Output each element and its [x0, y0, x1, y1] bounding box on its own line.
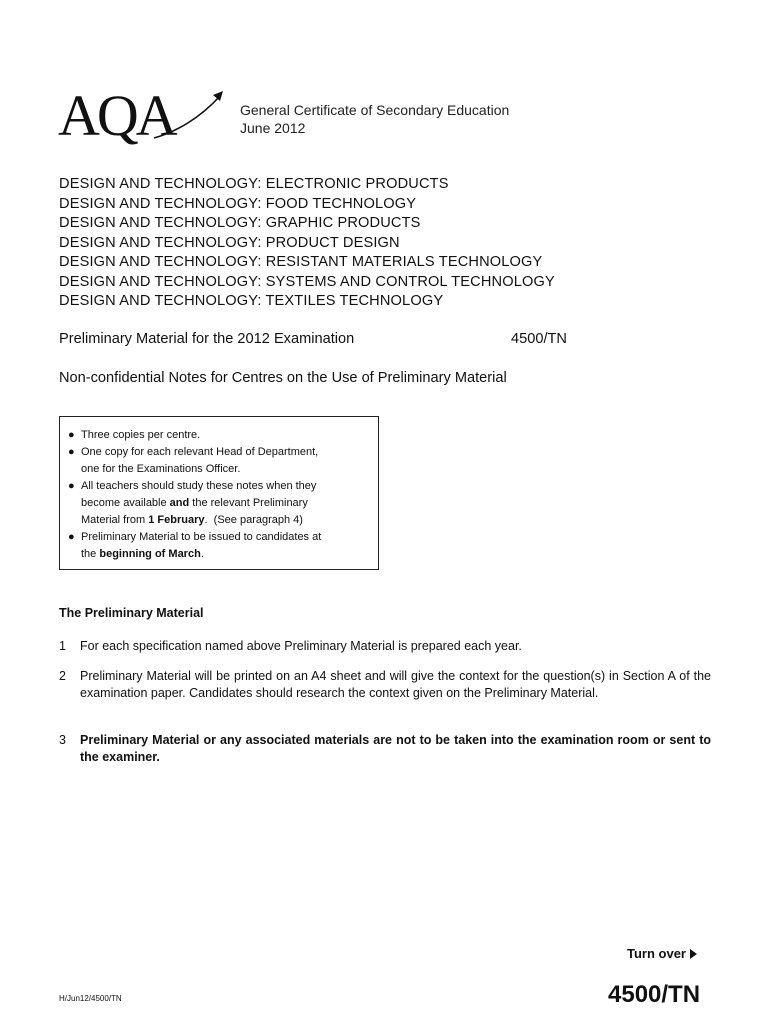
aqa-logo	[58, 83, 228, 148]
subject-title: DESIGN AND TECHNOLOGY: RESISTANT MATERIALS TECHNOLOGY	[59, 254, 543, 270]
subject-title: DESIGN AND TECHNOLOGY: GRAPHIC PRODUCTS	[59, 215, 421, 231]
list-item: ● Three copies per centre.	[81, 427, 368, 444]
paragraph-number: 2	[59, 669, 66, 683]
aqa-swoosh-arrow-icon	[150, 88, 230, 144]
paragraph	[59, 732, 711, 765]
turn-over-label: Turn over	[627, 946, 686, 961]
footer-reference: H/Jun12/4500/TN	[59, 994, 122, 1003]
bullet-icon: ●	[68, 429, 75, 441]
subject-title: DESIGN AND TECHNOLOGY: FOOD TECHNOLOGY	[59, 195, 417, 212]
paragraph-text: For each specification named above Preliminary Material is prepared each year.	[80, 639, 522, 653]
paragraph-number: 1	[59, 639, 66, 653]
preliminary-material-title: Preliminary Material for the 2012 Examination	[59, 331, 355, 347]
paragraph	[59, 638, 711, 655]
arrow-right-icon	[690, 949, 697, 959]
subject-title: DESIGN AND TECHNOLOGY: SYSTEMS AND CONTROL TECHNOLOGY	[59, 273, 555, 290]
paragraph-text: Preliminary Material or any associated materials are not to be taken into the examination room or sent to the examiner.	[80, 733, 711, 764]
distribution-box	[59, 416, 379, 570]
bullet-icon: ●	[68, 446, 75, 458]
subject-title: DESIGN AND TECHNOLOGY: ELECTRONIC PRODUCTS	[59, 176, 449, 192]
footer-paper-code: 4500/TN	[608, 981, 701, 1008]
bullet-icon: ●	[68, 480, 75, 492]
paragraph-number: 3	[59, 733, 66, 747]
turn-over	[627, 946, 697, 961]
section-heading: The Preliminary Material	[59, 606, 204, 620]
subject-list	[59, 175, 555, 312]
list-item: ● Preliminary Material to be issued to candidates at the beginning of March.	[68, 531, 322, 560]
paragraph	[59, 668, 711, 701]
subject-title: DESIGN AND TECHNOLOGY: PRODUCT DESIGN	[59, 234, 400, 251]
subject-title: DESIGN AND TECHNOLOGY: TEXTILES TECHNOLOGY	[59, 293, 444, 309]
paragraph-text: Preliminary Material will be printed on an A4 sheet and will give the context for the question(s) in Section A of the examination paper. Candidates should research the context given on the Preliminary Material.	[80, 669, 711, 700]
list-item: ● All teachers should study these notes when they become available and the relevant Preliminary Material from 1 February. (See paragraph 4)	[68, 480, 317, 526]
paper-code: 4500/TN	[511, 331, 567, 347]
bullet-icon: ●	[68, 531, 75, 543]
qualification-title: General Certificate of Secondary Education	[240, 102, 510, 118]
logo-text: AQA	[58, 83, 175, 148]
list-item: ● One copy for each relevant Head of Department, one for the Examinations Officer.	[68, 446, 319, 475]
exam-session: June 2012	[240, 120, 306, 136]
notes-title: Non-confidential Notes for Centres on the Use of Preliminary Material	[59, 370, 507, 386]
